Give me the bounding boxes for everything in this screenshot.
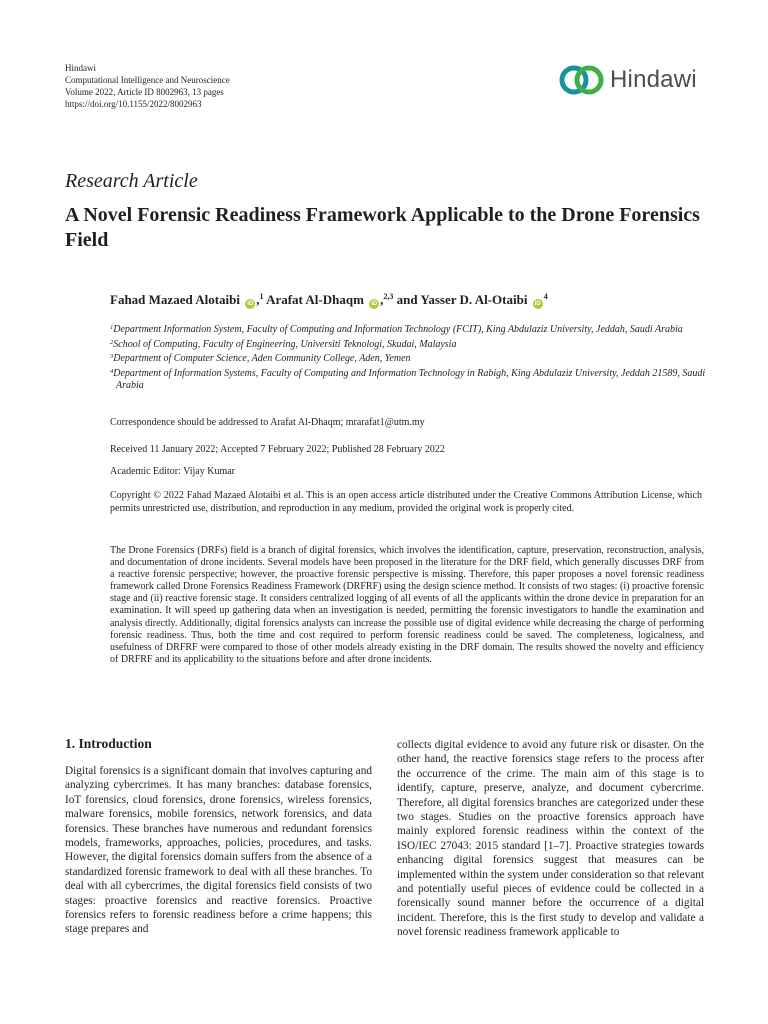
masthead xyxy=(65,62,230,110)
author-conjunction: and xyxy=(396,292,418,307)
hindawi-logo-icon xyxy=(558,64,606,96)
copyright-notice: Copyright © 2022 Fahad Mazaed Alotaibi et al. This is an open access article distributed under the Creative Commons Attribution License, which permits unrestricted use, distribution, and reproduction in any medium, provided the original work is properly cited. xyxy=(110,490,702,515)
section-heading: 1. Introduction xyxy=(65,736,152,751)
author-affiliation-ref: 2,3 xyxy=(383,292,394,301)
abstract: The Drone Forensics (DRFs) field is a branch of digital forensics, which involves the identification, capture, preservation, reconstruction, analysis, and documentation of drone incidents. Several models have been proposed in the literature for the DRF field, which generally discusses DRF from a reactive forensic perspective; however, the proactive forensic perspective is missing. Therefore, this paper proposes a novel forensic readiness framework called Drone Forensics Readiness Framework (DRFRF) using the design science method. It consists of two stages: (i) proactive forensic stage and (ii) reactive forensic stage. It considers centralized logging of all events of all the applicants within the drone device in preparation for an examination. It will speed up gathering data when an investigation is needed, permitting the forensic investigators to handle the examination and analysis directly. Additionally, digital forensics analysts can increase the possible use of digital evidence while decreasing the charge of performing forensic readiness. Thus, both the time and cost required to perform forensic readiness could be saved. The completeness, logicalness, and usefulness of DRFRF were compared to those of other models already existing in the DRF domain. The results showed the novelty and efficiency of DRFRF and its applicability to the situations before and after drone incidents. xyxy=(110,545,704,665)
hindawi-logo-text: Hindawi xyxy=(610,66,697,93)
author-name[interactable]: Fahad Mazaed Alotaibi xyxy=(110,292,241,307)
affiliation-text: Department Information System, Faculty of Computing and Information Technology (FCIT), King Abdulaziz University, Jeddah, Saudi Arabia xyxy=(113,324,683,335)
affiliation-list xyxy=(110,322,710,393)
body-text-right-column: collects digital evidence to avoid any future risk or disaster. On the other hand, the reactive forensics stage refers to the process after the occurrence of the crime. The main aim of this stage is to identify, capture, preserve, analyze, and document cybercrime. Therefore, all digital forensics branches are categorized under these two stages. Studies on the proactive forensics approach have mainly explored forensic readiness within the context of the ISO/IEC 27043: 2015 standard [1–7]. Proactive strategies towards enhancing digital forensics suggest that measures can be implemented within the system under consideration so that relevant and potentially useful pieces of evidence could be collected in a forensically sound manner before the occurrence of a digital incident. Therefore, this is the first study to develop and validate a novel forensic readiness framework applicable to xyxy=(397,739,704,939)
affiliation-item xyxy=(110,366,710,393)
affiliation-text: School of Computing, Faculty of Engineering, Universiti Teknologi, Skudai, Malaysia xyxy=(113,338,457,350)
journal-name: Computational Intelligence and Neuroscience xyxy=(65,75,230,85)
author-name[interactable]: Yasser D. Al-Otaibi xyxy=(420,292,528,307)
affiliation-number: 2 xyxy=(110,338,114,346)
academic-editor: Academic Editor: Vijay Kumar xyxy=(110,466,236,477)
orcid-icon[interactable]: iD xyxy=(247,301,254,307)
volume-info: Volume 2022, Article ID 8002963, 13 pages xyxy=(65,87,224,97)
affiliation-item xyxy=(110,337,710,352)
affiliation-text: Department of Information Systems, Faculty of Computing and Information Technology in Rabigh, King Abdulaziz University, Jeddah 21589, Saudi Arabia xyxy=(113,367,706,392)
author-affiliation-ref: 1 xyxy=(259,292,264,301)
orcid-icon[interactable]: iD xyxy=(534,301,541,307)
author-name[interactable]: Arafat Al-Dhaqm xyxy=(266,292,364,307)
affiliation-number: 1 xyxy=(110,324,114,331)
publisher-name: Hindawi xyxy=(65,63,96,73)
hindawi-logo xyxy=(558,64,697,96)
affiliation-text: Department of Computer Science, Aden Community College, Aden, Yemen xyxy=(113,353,411,365)
correspondence: Correspondence should be addressed to Arafat Al-Dhaqm; mrarafat1@utm.my xyxy=(110,417,425,428)
author-affiliation-ref: 4 xyxy=(543,292,548,301)
affiliation-item xyxy=(110,322,710,337)
affiliation-number: 3 xyxy=(110,353,114,361)
article-title: A Novel Forensic Readiness Framework Applicable to the Drone Forensics Field xyxy=(65,204,700,251)
affiliation-number: 4 xyxy=(110,367,114,375)
publication-dates: Received 11 January 2022; Accepted 7 February 2022; Published 28 February 2022 xyxy=(110,444,445,455)
doi-link[interactable]: https://doi.org/10.1155/2022/8002963 xyxy=(65,99,202,109)
author-separator: , xyxy=(380,292,384,307)
author-separator: , xyxy=(256,292,260,307)
author-list xyxy=(110,292,548,309)
affiliation-item xyxy=(110,351,710,366)
orcid-icon[interactable]: iD xyxy=(371,301,378,307)
article-type: Research Article xyxy=(65,170,198,192)
body-text-left-column: Digital forensics is a significant domain that involves capturing and analyzing cybercrimes. It has many branches: database forensics, IoT forensics, cloud forensics, drone forensics, wireless forensics, malware forensics, mobile forensics, network forensics, and data forensics. These branches have numerous and redundant forensics models, frameworks, approaches, policies, procedures, and tasks. However, the digital forensics domain suffers from the absence of a standardized forensic framework to deal with all these branches. To deal with all cybercrimes, the digital forensics field consists of two stages: proactive forensics and reactive forensics. Proactive forensics refers to forensic readiness before a crime happens; this stage prepares and xyxy=(65,765,372,936)
